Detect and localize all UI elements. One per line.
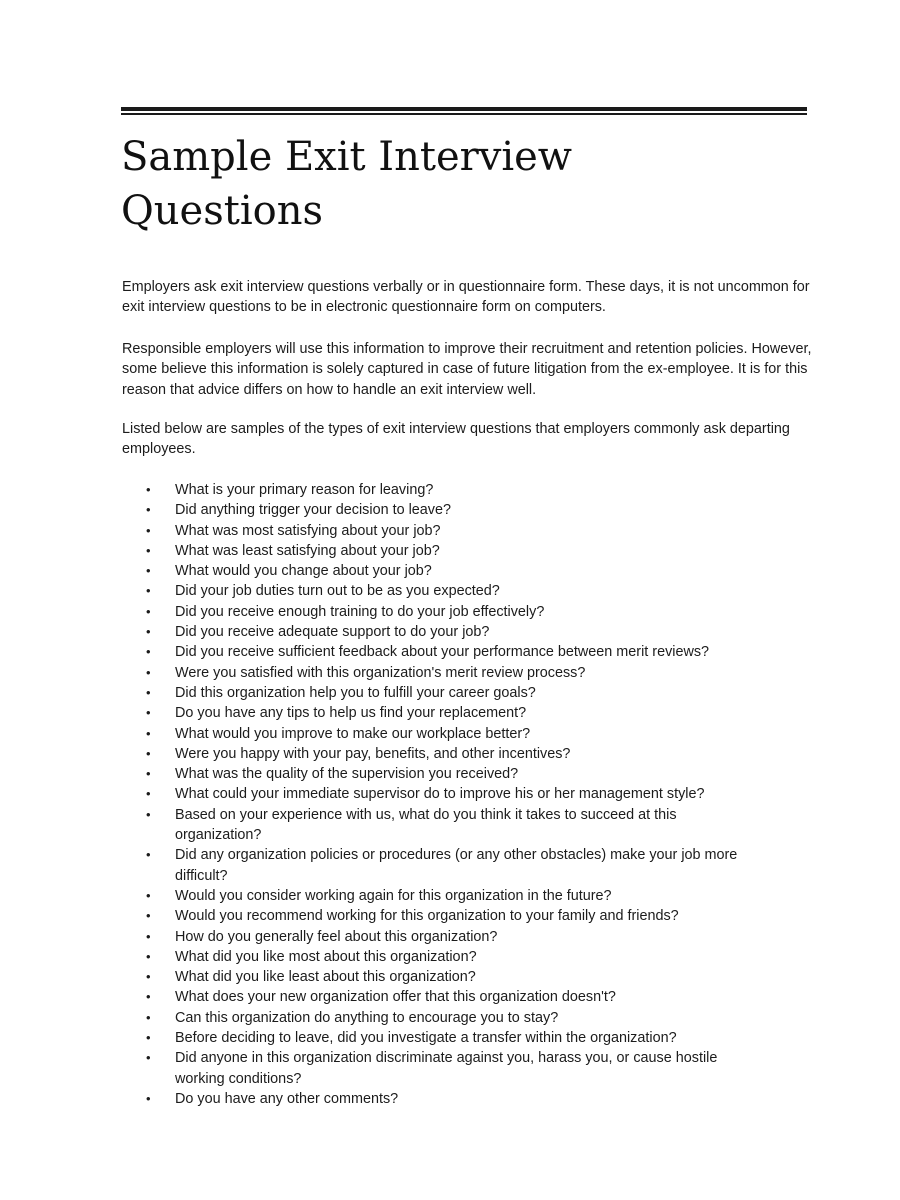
list-intro-paragraph: Listed below are samples of the types of exit interview questions that employers commonly ask departing employees. — [122, 421, 790, 458]
bullet-icon: • — [146, 806, 151, 822]
bullet-icon: • — [146, 887, 151, 903]
list-item — [122, 561, 755, 581]
list-item — [122, 521, 755, 541]
question-text: Were you satisfied with this organization's merit review process? — [175, 664, 586, 681]
question-text: What was most satisfying about your job? — [175, 522, 441, 539]
question-text: Based on your experience with us, what do you think it takes to succeed at this organization? — [175, 806, 677, 844]
bullet-icon: • — [146, 786, 151, 802]
list-item — [122, 886, 755, 906]
list-item — [122, 581, 755, 601]
bullet-icon: • — [146, 1090, 151, 1106]
bullet-icon: • — [146, 725, 151, 741]
bullet-icon: • — [146, 928, 151, 944]
question-text: What was the quality of the supervision you received? — [175, 766, 519, 783]
list-item — [122, 541, 755, 561]
bullet-icon: • — [146, 684, 151, 700]
question-text: Were you happy with your pay, benefits, and other incentives? — [175, 745, 571, 762]
question-text: How do you generally feel about this organization? — [175, 928, 498, 945]
question-text: Did you receive adequate support to do your job? — [175, 624, 490, 641]
bullet-icon: • — [146, 603, 151, 619]
list-item — [122, 642, 755, 662]
question-text: Do you have any other comments? — [175, 1090, 399, 1107]
title-line-2: Questions — [121, 188, 323, 234]
question-text: What did you like least about this organization? — [175, 969, 476, 986]
bullet-icon: • — [146, 502, 151, 518]
list-item — [122, 602, 755, 622]
list-item — [122, 744, 755, 764]
bullet-icon: • — [146, 542, 151, 558]
list-item — [122, 906, 755, 926]
intro-paragraph: Employers ask exit interview questions verbally or in questionnaire form. These days, it is not uncommon for exit interview questions to be in electronic questionnaire form on computers. — [122, 279, 810, 316]
bullet-icon: • — [146, 583, 151, 599]
list-item — [122, 987, 755, 1007]
question-text: What was least satisfying about your job? — [175, 542, 440, 559]
question-text: Would you recommend working for this organization to your family and friends? — [175, 908, 679, 925]
list-item — [122, 764, 755, 784]
question-text: What would you change about your job? — [175, 563, 432, 580]
bullet-icon: • — [146, 644, 151, 660]
question-text: What is your primary reason for leaving? — [175, 482, 434, 498]
list-item — [122, 724, 755, 744]
title-line-1: Sample Exit Interview — [121, 134, 573, 180]
list-item — [122, 1028, 755, 1048]
question-text: What could your immediate supervisor do to improve his or her management style? — [175, 786, 705, 803]
question-text: What would you improve to make our workplace better? — [175, 725, 531, 742]
bullet-icon: • — [146, 1050, 151, 1066]
list-item — [122, 703, 755, 723]
question-text: Did this organization help you to fulfill your career goals? — [175, 684, 536, 701]
question-text: Did your job duties turn out to be as you expected? — [175, 583, 500, 600]
question-text: Did you receive sufficient feedback about your performance between merit reviews? — [175, 644, 710, 661]
bullet-icon: • — [146, 1030, 151, 1046]
question-text: Do you have any tips to help us find your replacement? — [175, 705, 527, 722]
list-item — [122, 1008, 755, 1028]
header-rule-thin — [121, 113, 807, 115]
question-text: Before deciding to leave, did you investigate a transfer within the organization? — [175, 1030, 677, 1047]
question-text: Did any organization policies or procedures (or any other obstacles) make your job more difficult? — [175, 847, 738, 884]
list-item — [122, 805, 755, 846]
bullet-icon: • — [146, 908, 151, 924]
bullet-icon: • — [146, 948, 151, 964]
list-item — [122, 967, 755, 987]
list-item — [122, 1048, 755, 1089]
question-text: Did you receive enough training to do your job effectively? — [175, 603, 545, 620]
bullet-icon: • — [146, 522, 151, 538]
list-item — [122, 784, 755, 804]
question-text: Did anything trigger your decision to leave? — [175, 502, 451, 519]
list-item — [122, 500, 755, 520]
bullet-icon: • — [146, 664, 151, 680]
question-list — [122, 480, 812, 1109]
header-rule-thick — [121, 107, 807, 111]
list-item — [122, 947, 755, 967]
bullet-icon: • — [146, 847, 151, 863]
bullet-icon: • — [146, 624, 151, 640]
list-item — [122, 622, 755, 642]
list-item — [122, 845, 755, 886]
bullet-icon: • — [146, 969, 151, 985]
list-item — [122, 480, 755, 500]
bullet-icon: • — [146, 563, 151, 579]
question-text: Would you consider working again for this organization in the future? — [175, 887, 612, 904]
question-text: What did you like most about this organization? — [175, 948, 477, 965]
bullet-icon: • — [146, 989, 151, 1005]
list-item — [122, 683, 755, 703]
bullet-icon: • — [146, 705, 151, 721]
question-text: Can this organization do anything to encourage you to stay? — [175, 1009, 559, 1026]
question-text: What does your new organization offer that this organization doesn't? — [175, 989, 616, 1006]
page-title — [121, 130, 721, 238]
list-item — [122, 663, 755, 683]
bullet-icon: • — [146, 766, 151, 782]
bullet-icon: • — [146, 745, 151, 761]
list-item — [122, 1089, 755, 1109]
question-text: Did anyone in this organization discriminate against you, harass you, or cause hostile working conditions? — [175, 1050, 718, 1087]
bullet-icon: • — [146, 482, 151, 497]
usage-paragraph: Responsible employers will use this information to improve their recruitment and retention policies. However, some believe this information is solely captured in case of future litigation from the ex-employee. It is for this reason that advice differs on how to handle an exit interview well. — [122, 341, 812, 398]
list-item — [122, 927, 755, 947]
bullet-icon: • — [146, 1009, 151, 1025]
